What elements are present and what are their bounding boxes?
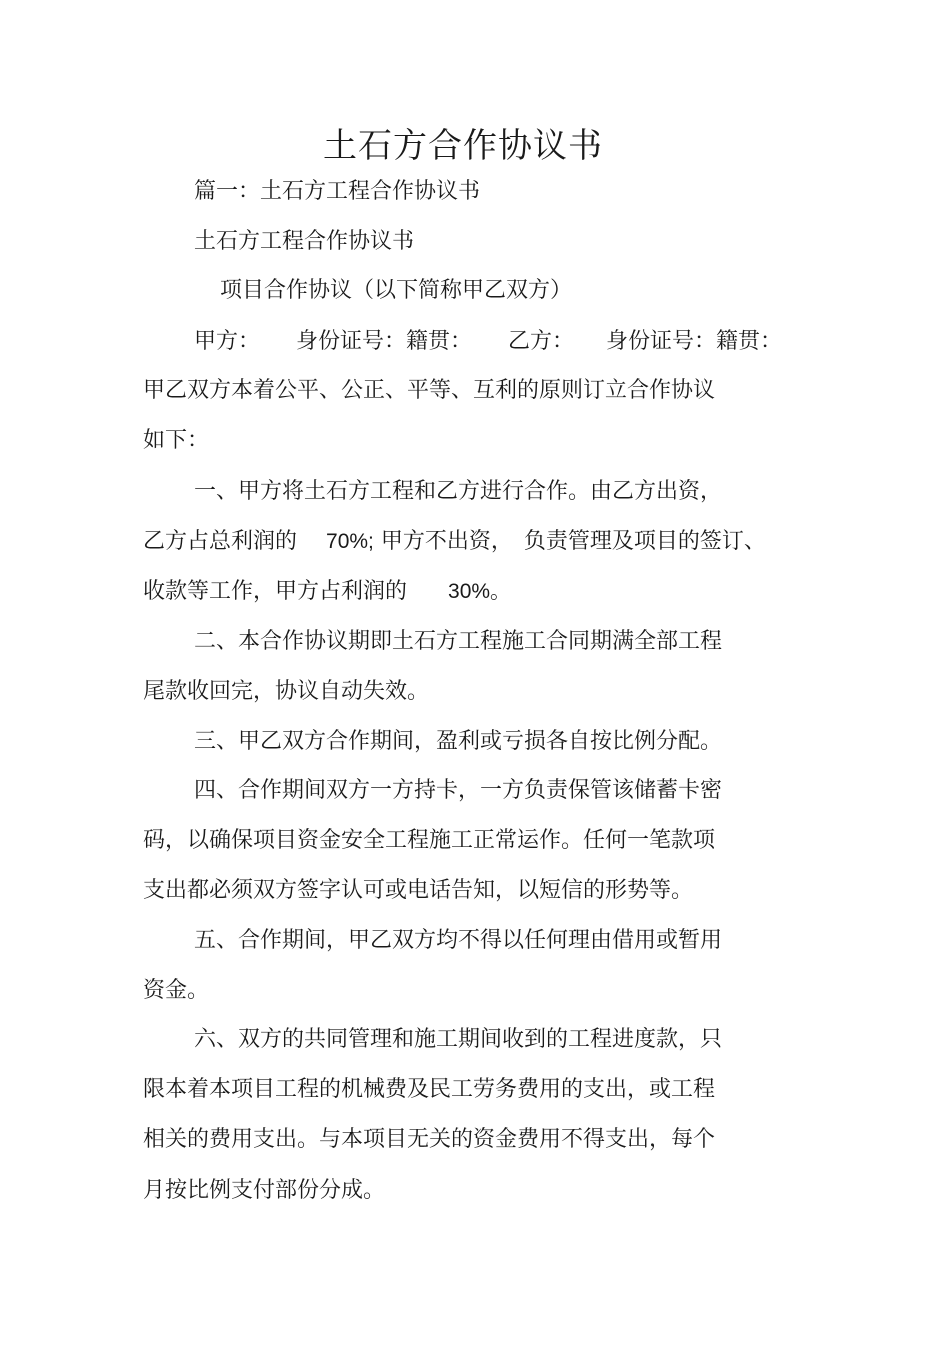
clause-1-text: 甲方不出资， 负责管理及项目的签订、 (380, 529, 766, 554)
clause-2-line: 二、本合作协议期即土石方工程施工合同期满全部工程 (194, 629, 723, 654)
clause-4-line: 支出都必须双方签字认可或电话告知，以短信的形势等。 (143, 878, 694, 903)
clause-3-line: 三、甲乙双方合作期间，盈利或亏损各自按比例分配。 (194, 729, 723, 754)
section-heading: 篇一：土石方工程合作协议书 (194, 179, 481, 204)
profit-share-a: 30%。 (448, 580, 512, 603)
document-subtitle: 土石方工程合作协议书 (194, 229, 415, 254)
preamble-line: 如下： (143, 428, 210, 453)
clause-5-line: 五、合作期间，甲乙双方均不得以任何理由借用或暂用 (194, 928, 723, 953)
party-b-id-label: 身份证号：籍贯： (606, 329, 783, 354)
clause-1-text: 乙方占总利润的 (143, 529, 298, 554)
clause-1-line (143, 577, 511, 607)
clause-6-line: 月按比例支付部份分成。 (143, 1178, 386, 1203)
clause-6-line: 相关的费用支出。与本项目无关的资金费用不得支出，每个 (143, 1127, 716, 1152)
preamble-line: 甲乙双方本着公平、公正、平等、互利的原则订立合作协议 (143, 378, 716, 403)
party-a-label: 甲方： (194, 329, 261, 354)
clause-1-line: 一、甲方将土石方工程和乙方进行合作。由乙方出资， (194, 479, 723, 504)
party-b-label: 乙方： (508, 329, 575, 354)
clause-4-line: 四、合作期间双方一方持卡，一方负责保管该储蓄卡密 (194, 778, 723, 803)
clause-6-line: 限本着本项目工程的机械费及民工劳务费用的支出，或工程 (143, 1077, 716, 1102)
clause-2-line: 尾款收回完，协议自动失效。 (143, 679, 430, 704)
clause-5-line: 资金。 (143, 978, 210, 1003)
clause-4-line: 码，以确保项目资金安全工程施工正常运作。任何一笔款项 (143, 828, 716, 853)
party-a-id-label: 身份证号：籍贯： (296, 329, 473, 354)
intro-line: 项目合作协议（以下简称甲乙双方） (220, 278, 573, 303)
clause-1-text: 收款等工作，甲方占利润的 (143, 579, 408, 604)
clause-6-line: 六、双方的共同管理和施工期间收到的工程进度款，只 (194, 1027, 723, 1052)
profit-share-b: 70%; (326, 530, 374, 553)
clause-1-line (143, 527, 766, 557)
document-title: 土石方合作协议书 (323, 126, 603, 166)
